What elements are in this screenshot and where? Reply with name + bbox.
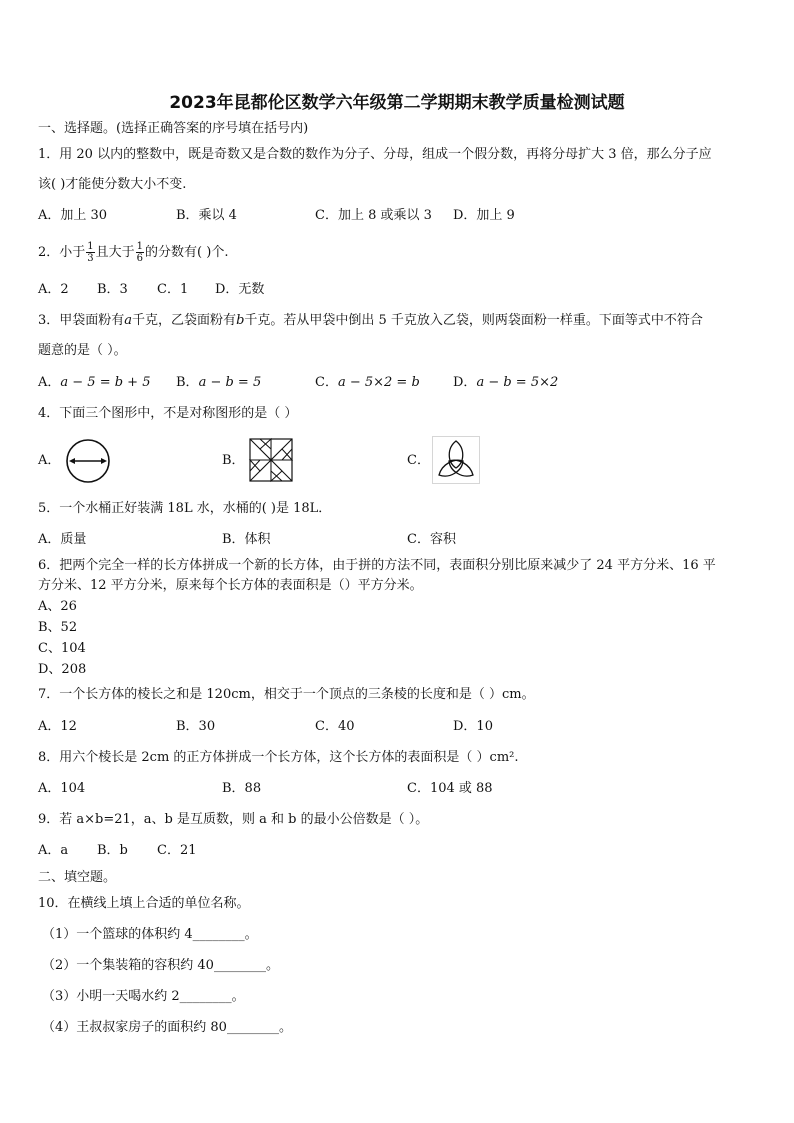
question-2-stem <box>38 238 228 268</box>
q5-option-a: A．质量 <box>38 532 87 547</box>
q10-item-1: （1）一个篮球的体积约 4________。 <box>42 927 258 942</box>
q3-option-a <box>38 374 150 392</box>
frac2-denominator: 6 <box>136 253 144 264</box>
q3-option-b-letter: B． <box>176 375 199 390</box>
question-6-line-1: 6．把两个完全一样的长方体拼成一个新的长方体，由于拼的方法不同，表面积分别比原来减少了 24 平方分米、16 平 <box>38 558 716 573</box>
q7-option-c: C．40 <box>315 719 355 734</box>
q2-option-b: B．3 <box>97 282 128 297</box>
section-heading-choice: 一、选择题。(选择正确答案的序号填在括号内) <box>38 121 309 136</box>
question-10-stem: 10．在横线上填上合适的单位名称。 <box>38 896 250 911</box>
q9-option-a: A．a <box>38 843 69 858</box>
question-3-line-1 <box>38 312 703 330</box>
frac1-denominator: 3 <box>87 253 94 264</box>
q7-option-d: D．10 <box>453 719 493 734</box>
question-3-line-2: 题意的是（ ）。 <box>38 343 127 358</box>
q3-text-c: 千克。若从甲袋中倒出 5 千克放入乙袋，则两袋面粉一样重。下面等式中不符合 <box>244 313 703 328</box>
q9-option-c: C．21 <box>157 843 197 858</box>
q3-text-b: 千克，乙袋面粉有 <box>132 313 237 328</box>
q1-option-d: D．加上 9 <box>453 208 515 223</box>
q8-option-c: C．104 或 88 <box>407 781 493 796</box>
q6-option-c: C、104 <box>38 641 86 656</box>
q6-option-d: D、208 <box>38 662 87 677</box>
q10-item-3: （3）小明一天喝水约 2________。 <box>42 989 245 1004</box>
q7-option-a: A．12 <box>38 719 77 734</box>
q3-option-d-letter: D． <box>453 375 477 390</box>
var-a: a <box>124 313 133 328</box>
question-1-line-2: 该( )才能使分数大小不变. <box>38 177 187 192</box>
q5-option-c: C．容积 <box>407 532 456 547</box>
question-7-stem: 7．一个长方体的棱长之和是 120cm，相交于一个顶点的三条棱的长度和是（ ）cm。 <box>38 687 535 702</box>
q2-option-a: A．2 <box>38 282 69 297</box>
var-b: b <box>236 313 245 328</box>
q8-option-b: B．88 <box>222 781 262 796</box>
frac1-numerator: 1 <box>87 241 94 252</box>
q10-item-2: （2）一个集装箱的容积约 40________。 <box>42 958 279 973</box>
fraction-one-sixth <box>136 241 144 264</box>
q9-option-b: B．b <box>97 843 128 858</box>
question-8-stem: 8．用六个棱长是 2cm 的正方体拼成一个长方体，这个长方体的表面积是（ ）cm². <box>38 750 519 765</box>
q10-item-4: （4）王叔叔家房子的面积约 80________。 <box>42 1020 292 1035</box>
q1-option-b: B．乘以 4 <box>176 208 237 223</box>
q3-option-a-expr: a − 5 = b + 5 <box>60 375 151 390</box>
q1-option-a: A．加上 30 <box>38 208 108 223</box>
q3-option-c-letter: C． <box>315 375 338 390</box>
q3-option-b-expr: a − b = 5 <box>198 375 262 390</box>
q5-option-b: B．体积 <box>222 532 271 547</box>
q4-label-b: B． <box>222 453 245 468</box>
fraction-one-third <box>86 241 94 264</box>
q2-prefix: 2．小于 <box>38 245 86 260</box>
frac2-numerator: 1 <box>136 241 144 252</box>
question-1-line-1: 1．用 20 以内的整数中，既是奇数又是合数的数作为分子、分母，组成一个假分数，再将分母扩大 3 倍，那么分子应 <box>38 147 712 162</box>
page-title: 2023年昆都伦区数学六年级第二学期期末教学质量检测试题 <box>169 93 625 113</box>
question-5-stem: 5．一个水桶正好装满 18L 水，水桶的( )是 18L． <box>38 501 332 516</box>
q4-figure-a-circle-arrow <box>63 436 113 490</box>
q3-option-a-letter: A． <box>38 375 61 390</box>
q2-mid: 且大于 <box>95 245 135 260</box>
q4-label-c: C． <box>407 453 430 468</box>
section-heading-fill-in: 二、填空题。 <box>38 870 117 885</box>
q2-option-c: C．1 <box>157 282 189 297</box>
q2-suffix: 的分数有( )个. <box>145 245 229 260</box>
q3-option-c <box>315 374 420 392</box>
q2-option-d: D．无数 <box>215 282 265 297</box>
q4-figure-b-pinwheel <box>248 437 294 487</box>
q4-figure-c-trefoil-knot <box>432 436 480 488</box>
question-4-stem: 4．下面三个图形中，不是对称图形的是（ ） <box>38 406 298 421</box>
q8-option-a: A．104 <box>38 781 86 796</box>
q3-option-d-expr: a − b = 5×2 <box>476 375 559 390</box>
q4-label-a: A． <box>38 453 61 468</box>
question-9-stem: 9．若 a×b=21，a、b 是互质数，则 a 和 b 的最小公倍数是（ ）。 <box>38 812 429 827</box>
q3-option-d <box>453 374 558 392</box>
q3-option-b <box>176 374 261 392</box>
q6-option-b: B、52 <box>38 620 78 635</box>
question-6-line-2: 方分米、12 平方分米，原来每个长方体的表面积是（）平方分米。 <box>38 578 423 593</box>
q1-option-c: C．加上 8 或乘以 3 <box>315 208 432 223</box>
q3-option-c-expr: a − 5×2 = b <box>337 375 420 390</box>
q7-option-b: B．30 <box>176 719 216 734</box>
q6-option-a: A、26 <box>38 599 77 614</box>
q3-text-a: 3．甲袋面粉有 <box>38 313 125 328</box>
